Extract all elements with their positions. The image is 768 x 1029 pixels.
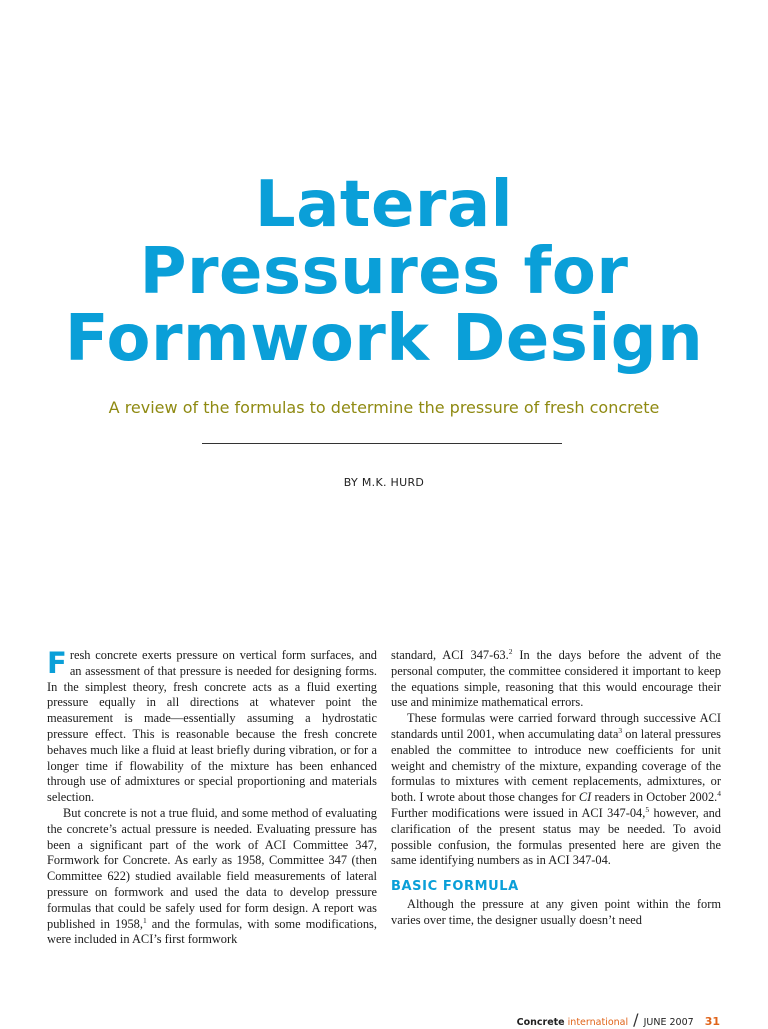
paragraph-1-text: resh concrete exerts pressure on vertical form surfaces, and an assessment of that pressure is needed for designing forms. In the simplest theory, fresh concrete acts as a fluid exerting pressure equally in all directions at whatever point the measurement is made—essentially assuming a hydrostatic pressure effect. This is reasonable because the fresh concrete behaves much like a fluid at least briefly during vibration, or for a longer time if flowability of the mixture has been enhanced through use of admixtures or special proportioning and materials selection. — [47, 648, 377, 805]
body-column-right — [391, 648, 721, 929]
byline: BY M.K. HURD — [343, 476, 425, 489]
citation-4: 4 — [717, 789, 721, 799]
title-line-1: Lateral — [254, 168, 514, 242]
paragraph-1 — [47, 648, 377, 806]
paragraph-3-text-b: on lateral pressures enabled the committee to introduce new coefficients for unit weight and chemistry of the mixture, expanding coverage of the formulas to mixtures with cement replacements, admixtures, or both. I wrote about those changes for — [391, 726, 721, 805]
page-footer — [517, 1010, 720, 1029]
footer-brand-concrete: Concrete — [516, 1017, 565, 1028]
title-line-3: Formwork Design — [64, 302, 704, 376]
magazine-abbrev: CI — [578, 790, 592, 805]
divider-rule — [202, 443, 562, 444]
paragraph-3-text-e: however, and clarification of the present status may be needed. To avoid possible confusion, the formulas presented here are given the same identifying numbers as in ACI 347-04. — [391, 805, 721, 868]
body-column-left — [47, 648, 377, 948]
page-number: 31 — [704, 1015, 720, 1028]
drop-cap: F — [47, 646, 67, 680]
article-subtitle: A review of the formulas to determine the pressure of fresh concrete — [108, 398, 660, 417]
citation-3: 3 — [618, 725, 623, 735]
paragraph-2-text-b: and the formulas, with some modifications, were included in ACI’s first formwork — [47, 916, 377, 947]
citation-2: 2 — [508, 646, 513, 656]
paragraph-2-text-c: In the days before the advent of the personal computer, the committee considered it important to keep the equations simple, reasoning that this would encourage their use and minimize mathematical errors. — [391, 648, 722, 710]
paragraph-2-text-b-continued: standard, ACI 347-63. — [391, 648, 509, 662]
footer-slash: / — [633, 1010, 639, 1029]
paragraph-2 — [47, 806, 377, 948]
citation-5: 5 — [645, 804, 650, 814]
paragraph-3 — [391, 711, 721, 869]
section-heading-basic-formula: BASIC FORMULA — [391, 879, 519, 895]
paragraph-4: Although the pressure at any given point within the form varies over time, the designer usually doesn’t need — [391, 897, 721, 927]
article-title — [0, 168, 768, 376]
paragraph-3-text-d: Further modifications were issued in ACI 347-04, — [391, 805, 646, 820]
paragraph-2-text-a: But concrete is not a true fluid, and some method of evaluating the concrete’s actual pressure is needed. Evaluating pressure has been a significant part of the work of ACI Committee 347, Formwork for Concrete. As early as 1958, Committee 347 (then Committee 622) studied available field measurements of lateral pressure on formwork and used the data to develop pressure formulas that could be safely used for form design. A report was published in 1958, — [47, 805, 377, 931]
paragraph-3-text-a: These formulas were carried forward through successive ACI standards until 2001, when accumulating data — [391, 711, 721, 741]
citation-1: 1 — [142, 915, 147, 925]
footer-date: JUNE 2007 — [643, 1017, 694, 1028]
title-line-2: Pressures for — [139, 235, 629, 309]
paragraph-3-text-c: readers in October 2002. — [591, 790, 718, 805]
paragraph-2-continued — [391, 648, 721, 711]
footer-brand-international: international — [567, 1017, 629, 1028]
